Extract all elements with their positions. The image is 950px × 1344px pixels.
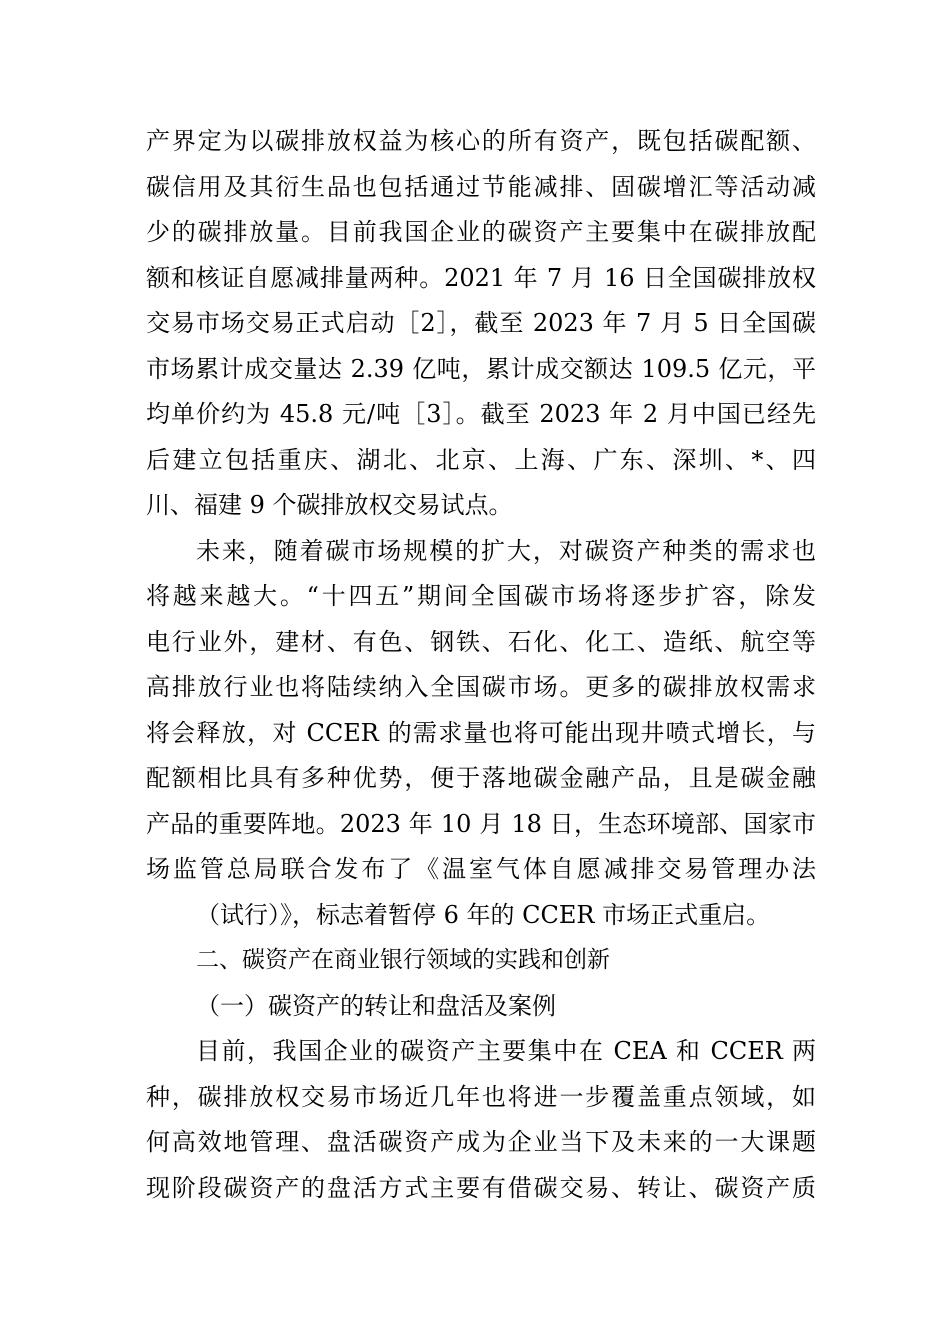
text-line: 市场累计成交量达 2.39 亿吨，累计成交额达 109.5 亿元，平 xyxy=(146,354,816,383)
text-line: 将越来越大。“十四五”期间全国碳市场将逐步扩容，除发 xyxy=(146,582,816,610)
text-line: 场监管总局联合发布了《温室气体自愿减排交易管理办法 xyxy=(146,855,816,883)
text-line: 何高效地管理、盘活碳资产成为企业当下及未来的一大课题 xyxy=(146,1128,816,1156)
subsection-heading: （一）碳资产的转让和盘活及案例 xyxy=(196,991,556,1020)
text-line: 产品的重要阵地。2023 年 10 月 18 日，生态环境部、国家市 xyxy=(146,809,816,838)
text-line: 将会释放，对 CCER 的需求量也将可能出现井喷式增长，与 xyxy=(146,718,816,747)
paragraph-2 xyxy=(146,529,816,939)
text-line: 目前，我国企业的碳资产主要集中在 CEA 和 CCER 两 xyxy=(196,1037,816,1065)
text-line: 少的碳排放量。目前我国企业的碳资产主要集中在碳排放配 xyxy=(146,218,816,246)
text-line: 现阶段碳资产的盘活方式主要有借碳交易、转让、碳资产质 xyxy=(146,1173,816,1202)
text-line: 配额相比具有多种优势，便于落地碳金融产品，且是碳金融 xyxy=(146,764,816,792)
text-line: 交易市场交易正式启动［2］，截至 2023 年 7 月 5 日全国碳 xyxy=(146,309,816,337)
section-heading: 二、碳资产在商业银行领域的实践和创新 xyxy=(196,947,610,973)
text-line: 电行业外，建材、有色、钢铁、石化、化工、造纸、航空等 xyxy=(146,627,816,656)
paragraph-3 xyxy=(146,1029,816,1211)
text-line: 后建立包括重庆、湖北、北京、上海、广东、深圳、*、四 xyxy=(146,445,816,474)
text-line: 种，碳排放权交易市场近几年也将进一步覆盖重点领域，如 xyxy=(146,1082,816,1111)
text-line: 均单价约为 45.8 元/吨［3］。截至 2023 年 2 月中国已经先 xyxy=(146,400,816,428)
text-line: （试行）》，标志着暂停 6 年的 CCER 市场正式重启。 xyxy=(196,900,771,929)
paragraph-1 xyxy=(146,119,816,529)
text-line: 未来，随着碳市场规模的扩大，对碳资产种类的需求也 xyxy=(196,536,816,565)
document-page xyxy=(146,119,816,1211)
text-line: 产界定为以碳排放权益为核心的所有资产，既包括碳配额、 xyxy=(146,127,816,155)
text-line: 碳信用及其衍生品也包括通过节能减排、固碳增汇等活动减 xyxy=(146,172,816,201)
text-line: 川、福建 9 个碳排放权交易试点。 xyxy=(146,491,513,519)
text-line: 额和核证自愿减排量两种。2021 年 7 月 16 日全国碳排放权 xyxy=(146,263,816,292)
text-line: 高排放行业也将陆续纳入全国碳市场。更多的碳排放权需求 xyxy=(146,673,816,701)
